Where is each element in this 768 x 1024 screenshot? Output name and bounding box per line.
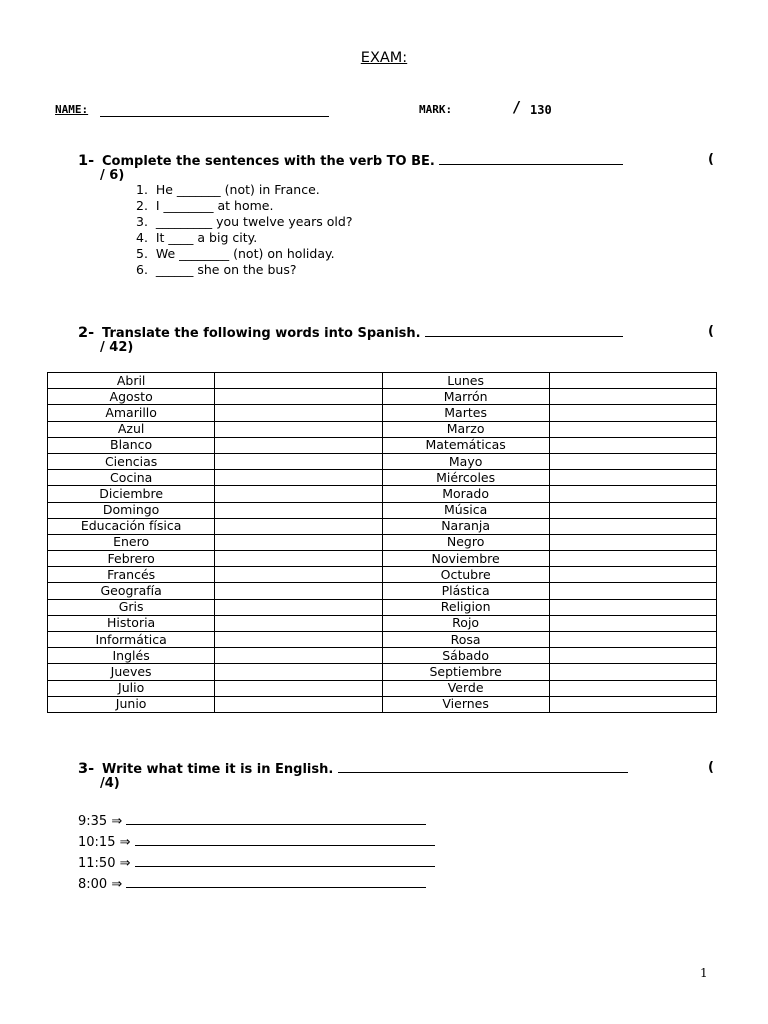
answer-cell[interactable] [549, 453, 716, 469]
question-3-line [338, 760, 628, 773]
answer-cell[interactable] [215, 502, 382, 518]
answer-cell[interactable] [215, 373, 382, 389]
word-cell: Jueves [48, 664, 215, 680]
word-cell: Viernes [382, 696, 549, 712]
question-3-prompt: Write what time it is in English. [102, 762, 334, 777]
answer-cell[interactable] [215, 486, 382, 502]
answer-cell[interactable] [215, 437, 382, 453]
time-answer-line[interactable] [135, 854, 435, 867]
word-cell: Octubre [382, 567, 549, 583]
word-cell: Verde [382, 680, 549, 696]
question-1-item: 3. _________ you twelve years old? [136, 214, 353, 229]
word-cell: Geografía [48, 583, 215, 599]
table-row [48, 599, 717, 615]
table-row [48, 421, 717, 437]
mark-slash: / [512, 98, 522, 116]
time-item [78, 874, 435, 895]
word-cell: Noviembre [382, 551, 549, 567]
question-1-list [136, 182, 352, 278]
word-cell: Gris [48, 599, 215, 615]
time-label: 11:50 ⇒ [78, 856, 131, 871]
answer-cell[interactable] [215, 453, 382, 469]
word-cell: Plástica [382, 583, 549, 599]
answer-cell[interactable] [215, 583, 382, 599]
page-number: 1 [700, 966, 708, 980]
answer-cell[interactable] [549, 615, 716, 631]
word-cell: Domingo [48, 502, 215, 518]
word-cell: Negro [382, 534, 549, 550]
question-1-line [439, 152, 623, 165]
answer-cell[interactable] [549, 437, 716, 453]
table-row [48, 551, 717, 567]
word-cell: Historia [48, 615, 215, 631]
word-cell: Sábado [382, 648, 549, 664]
answer-cell[interactable] [549, 534, 716, 550]
exam-title: EXAM: [360, 50, 408, 66]
table-row [48, 405, 717, 421]
word-cell: Informática [48, 632, 215, 648]
word-cell: Junio [48, 696, 215, 712]
question-2-points: / 42) [100, 340, 134, 355]
answer-cell[interactable] [215, 632, 382, 648]
answer-cell[interactable] [549, 373, 716, 389]
word-cell: Mayo [382, 453, 549, 469]
name-field-line[interactable] [100, 116, 329, 117]
answer-cell[interactable] [549, 421, 716, 437]
word-cell: Cocina [48, 470, 215, 486]
answer-cell[interactable] [549, 664, 716, 680]
time-label: 8:00 ⇒ [78, 877, 123, 892]
time-item [78, 811, 435, 832]
answer-cell[interactable] [215, 518, 382, 534]
table-row [48, 632, 717, 648]
word-cell: Abril [48, 373, 215, 389]
time-answer-line[interactable] [135, 833, 435, 846]
answer-cell[interactable] [215, 648, 382, 664]
answer-cell[interactable] [549, 502, 716, 518]
word-cell: Música [382, 502, 549, 518]
table-row [48, 437, 717, 453]
table-row [48, 615, 717, 631]
question-3-heading [78, 760, 728, 791]
word-cell: Enero [48, 534, 215, 550]
question-1-item: 5. We ________ (not) on holiday. [136, 246, 335, 261]
question-2-heading [78, 324, 728, 355]
word-cell: Amarillo [48, 405, 215, 421]
word-cell: Martes [382, 405, 549, 421]
answer-cell[interactable] [215, 696, 382, 712]
word-cell: Febrero [48, 551, 215, 567]
time-answer-line[interactable] [126, 875, 426, 888]
word-cell: Julio [48, 680, 215, 696]
question-2-number: 2- [78, 325, 95, 341]
table-row [48, 664, 717, 680]
table-row [48, 567, 717, 583]
answer-cell[interactable] [215, 664, 382, 680]
table-row [48, 518, 717, 534]
table-row [48, 470, 717, 486]
answer-cell[interactable] [215, 534, 382, 550]
answer-cell[interactable] [549, 583, 716, 599]
question-3-times [78, 811, 435, 895]
word-cell: Rosa [382, 632, 549, 648]
table-row [48, 373, 717, 389]
answer-cell[interactable] [549, 551, 716, 567]
word-cell: Agosto [48, 389, 215, 405]
question-3-points: /4) [100, 776, 120, 791]
answer-cell[interactable] [549, 518, 716, 534]
question-1-item: 6. ______ she on the bus? [136, 262, 297, 277]
question-2-line [425, 324, 623, 337]
question-1-number: 1- [78, 153, 95, 169]
question-1-heading [78, 152, 728, 183]
name-label: NAME: [55, 103, 89, 116]
mark-total: 130 [530, 103, 552, 117]
answer-cell[interactable] [549, 470, 716, 486]
answer-cell[interactable] [549, 486, 716, 502]
question-1-points-open: ( [708, 152, 714, 167]
time-item [78, 832, 435, 853]
question-1-points: / 6) [100, 168, 125, 183]
question-3-points-open: ( [708, 760, 714, 775]
word-cell: Ciencias [48, 453, 215, 469]
question-3-number: 3- [78, 761, 95, 777]
answer-cell[interactable] [549, 389, 716, 405]
vocabulary-table [47, 372, 717, 713]
answer-cell[interactable] [549, 648, 716, 664]
word-cell: Blanco [48, 437, 215, 453]
table-row [48, 648, 717, 664]
word-cell: Inglés [48, 648, 215, 664]
answer-cell[interactable] [215, 405, 382, 421]
table-row [48, 680, 717, 696]
word-cell: Rojo [382, 615, 549, 631]
word-cell: Matemáticas [382, 437, 549, 453]
question-2-prompt: Translate the following words into Spanish. [102, 326, 421, 341]
word-cell: Marzo [382, 421, 549, 437]
table-row [48, 502, 717, 518]
answer-cell[interactable] [549, 632, 716, 648]
question-1-item: 1. He _______ (not) in France. [136, 182, 320, 197]
time-item [78, 853, 435, 874]
word-cell: Azul [48, 421, 215, 437]
word-cell: Lunes [382, 373, 549, 389]
answer-cell[interactable] [215, 615, 382, 631]
question-2-points-open: ( [708, 324, 714, 339]
word-cell: Diciembre [48, 486, 215, 502]
word-cell: Morado [382, 486, 549, 502]
word-cell: Educación física [48, 518, 215, 534]
answer-cell[interactable] [215, 680, 382, 696]
answer-cell[interactable] [215, 599, 382, 615]
question-1-item: 2. I ________ at home. [136, 198, 274, 213]
time-label: 10:15 ⇒ [78, 835, 131, 850]
answer-cell[interactable] [215, 421, 382, 437]
table-row [48, 696, 717, 712]
table-row [48, 486, 717, 502]
word-cell: Naranja [382, 518, 549, 534]
table-row [48, 389, 717, 405]
answer-cell[interactable] [549, 599, 716, 615]
time-answer-line[interactable] [126, 812, 426, 825]
table-row [48, 453, 717, 469]
answer-cell[interactable] [215, 551, 382, 567]
word-cell: Francés [48, 567, 215, 583]
word-cell: Septiembre [382, 664, 549, 680]
answer-cell[interactable] [549, 405, 716, 421]
answer-cell[interactable] [549, 680, 716, 696]
word-cell: Miércoles [382, 470, 549, 486]
word-cell: Marrón [382, 389, 549, 405]
word-cell: Religion [382, 599, 549, 615]
mark-label: MARK: [419, 103, 453, 116]
table-row [48, 583, 717, 599]
answer-cell[interactable] [215, 389, 382, 405]
question-1-item: 4. It ____ a big city. [136, 230, 258, 245]
answer-cell[interactable] [215, 567, 382, 583]
answer-cell[interactable] [549, 567, 716, 583]
table-row [48, 534, 717, 550]
question-1-prompt: Complete the sentences with the verb TO BE. [102, 154, 435, 169]
answer-cell[interactable] [215, 470, 382, 486]
time-label: 9:35 ⇒ [78, 814, 123, 829]
answer-cell[interactable] [549, 696, 716, 712]
